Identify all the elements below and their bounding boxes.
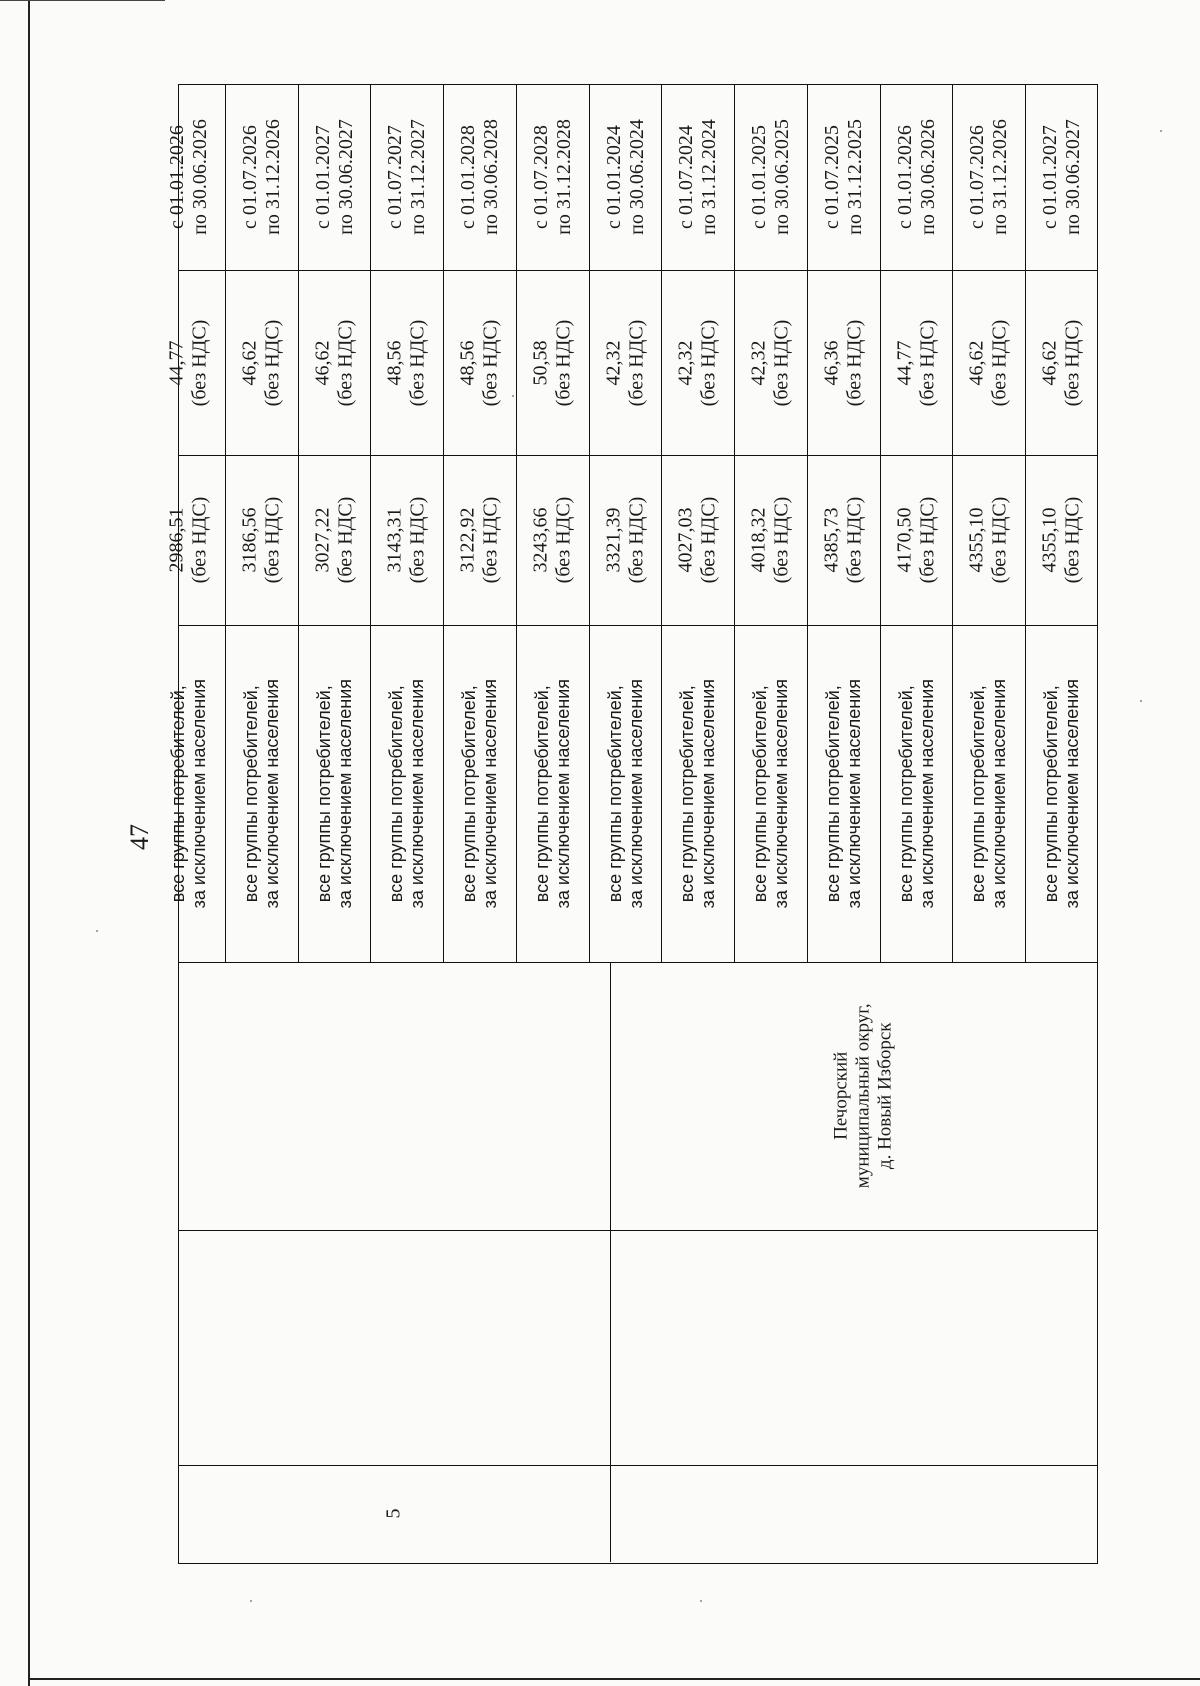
- consumer-exclusion: за исключением населения: [843, 678, 864, 909]
- rate-value: 46,62: [238, 340, 261, 385]
- tariff-vat-note: (без НДС): [406, 496, 429, 584]
- rate-cell: [298, 270, 371, 455]
- consumer-cell-text: [314, 679, 355, 908]
- consumer-cell-text: [968, 679, 1009, 908]
- period-start: с 01.01.2025: [747, 125, 770, 229]
- consumer-cell: [516, 625, 589, 962]
- consumer-cell-text: [532, 679, 573, 908]
- rate-cell: [1025, 270, 1098, 455]
- tariff-vat-note: (без НДС): [261, 496, 284, 584]
- tariff-value: 3143,31: [383, 507, 406, 573]
- rate-cell-text: [530, 319, 576, 406]
- period-start: с 01.07.2025: [820, 125, 843, 229]
- period-cell-text: [966, 119, 1012, 235]
- rate-value: 44,77: [893, 340, 916, 385]
- tariff-vat-note: (без НДС): [1061, 496, 1084, 584]
- tariff-cell: [298, 455, 371, 625]
- period-start: с 01.07.2026: [238, 125, 261, 229]
- consumer-cell: [298, 625, 371, 962]
- rate-value: 46,62: [965, 340, 988, 385]
- scan-top-line: [0, 0, 165, 1]
- tariff-vat-note: (без НДС): [625, 496, 648, 584]
- period-cell: [152, 84, 225, 270]
- period-start: с 01.01.2027: [311, 125, 334, 229]
- consumer-group: все группы потребителей,: [385, 685, 406, 902]
- tariff-value: 4385,73: [820, 507, 843, 573]
- tariff-cell-text: [312, 497, 358, 584]
- tariff-cell: [225, 455, 298, 625]
- scan-speck: [250, 1600, 252, 1602]
- tariff-cell: [952, 455, 1025, 625]
- period-end: по 30.06.2028: [479, 119, 502, 235]
- consumer-cell-text: [605, 679, 646, 908]
- period-cell-text: [603, 119, 649, 235]
- consumer-cell-text: [168, 679, 209, 908]
- rate-cell: [734, 270, 807, 455]
- rate-cell: [516, 270, 589, 455]
- period-cell-text: [530, 119, 576, 235]
- tariff-cell-text: [675, 497, 721, 584]
- rate-cell-text: [821, 319, 867, 406]
- rate-cell-text: [748, 319, 794, 406]
- rate-value: 46,62: [311, 340, 334, 385]
- scan-border-bottom: [28, 1678, 1200, 1680]
- rate-value: 48,56: [456, 340, 479, 385]
- tariff-cell-text: [457, 497, 503, 584]
- consumer-exclusion: за исключением населения: [625, 678, 646, 909]
- tariff-cell-text: [530, 497, 576, 584]
- column-separator: [178, 1230, 1098, 1231]
- consumer-exclusion: за исключением населения: [552, 678, 573, 909]
- tariff-vat-note: (без НДС): [334, 496, 357, 584]
- rate-cell-text: [457, 319, 503, 406]
- consumer-exclusion: за исключением населения: [334, 678, 355, 909]
- region-line-2: муниципальный округ,: [852, 1003, 874, 1189]
- tariff-cell: [880, 455, 953, 625]
- period-cell-text: [457, 119, 503, 235]
- tariff-value: 4170,50: [893, 507, 916, 573]
- scan-speck: [1160, 130, 1162, 132]
- consumer-cell: [952, 625, 1025, 962]
- rate-value: 48,56: [383, 340, 406, 385]
- row-index: 5: [382, 1508, 405, 1519]
- period-start: с 01.07.2026: [965, 125, 988, 229]
- rate-cell: [370, 270, 443, 455]
- rate-cell: [807, 270, 880, 455]
- period-cell: [734, 84, 807, 270]
- period-cell: [1025, 84, 1098, 270]
- tariff-vat-note: (без НДС): [843, 496, 866, 584]
- rate-vat-note: (без НДС): [988, 319, 1011, 406]
- tariff-cell-text: [894, 497, 940, 584]
- consumer-exclusion: за исключением населения: [770, 678, 791, 909]
- scan-border-left: [28, 0, 30, 1686]
- period-cell: [225, 84, 298, 270]
- period-cell: [952, 84, 1025, 270]
- rate-cell-text: [166, 319, 212, 406]
- tariff-value: 3243,66: [529, 507, 552, 573]
- period-cell-text: [675, 119, 721, 235]
- rate-vat-note: (без НДС): [552, 319, 575, 406]
- period-end: по 31.12.2027: [406, 119, 429, 235]
- period-end: по 30.06.2026: [188, 119, 211, 235]
- rate-cell-text: [312, 319, 358, 406]
- period-cell: [516, 84, 589, 270]
- period-end: по 30.06.2025: [770, 119, 793, 235]
- tariff-cell: [589, 455, 662, 625]
- scan-speck: [700, 1600, 702, 1602]
- rate-cell-text: [384, 319, 430, 406]
- consumer-group: все группы потребителей,: [895, 685, 916, 902]
- rate-cell-text: [1039, 319, 1085, 406]
- tariff-value: 3186,56: [238, 507, 261, 573]
- period-cell-text: [821, 119, 867, 235]
- period-cell-text: [1039, 119, 1085, 235]
- period-cell: [589, 84, 662, 270]
- tariff-cell-text: [384, 497, 430, 584]
- tariff-cell: [1025, 455, 1098, 625]
- rate-value: 46,62: [1038, 340, 1061, 385]
- period-cell-text: [384, 119, 430, 235]
- consumer-group: все группы потребителей,: [458, 685, 479, 902]
- rate-cell-text: [239, 319, 285, 406]
- period-end: по 30.06.2027: [1061, 119, 1084, 235]
- consumer-cell: [152, 625, 225, 962]
- rate-value: 42,32: [602, 340, 625, 385]
- tariff-cell-text: [166, 497, 212, 584]
- rate-vat-note: (без НДС): [697, 319, 720, 406]
- rate-cell-text: [675, 319, 721, 406]
- period-cell: [370, 84, 443, 270]
- rate-vat-note: (без НДС): [188, 319, 211, 406]
- scan-speck: [512, 395, 514, 397]
- consumer-cell: [225, 625, 298, 962]
- tariff-vat-note: (без НДС): [697, 496, 720, 584]
- consumer-cell: [1025, 625, 1098, 962]
- region-line-3: д. Новый Изборск: [873, 1022, 895, 1170]
- period-start: с 01.01.2024: [602, 125, 625, 229]
- consumer-group: все группы потребителей,: [531, 685, 552, 902]
- consumer-cell-text: [750, 679, 791, 908]
- row-index-cell: [178, 1465, 610, 1562]
- period-end: по 31.12.2026: [261, 119, 284, 235]
- tariff-vat-note: (без НДС): [479, 496, 502, 584]
- period-start: с 01.07.2028: [529, 125, 552, 229]
- consumer-exclusion: за исключением населения: [1061, 678, 1082, 909]
- rate-cell-text: [894, 319, 940, 406]
- tariff-cell: [661, 455, 734, 625]
- rate-vat-note: (без НДС): [843, 319, 866, 406]
- tariff-value: 4027,03: [674, 507, 697, 573]
- tariff-vat-note: (без НДС): [552, 496, 575, 584]
- period-cell-text: [312, 119, 358, 235]
- rate-value: 50,58: [529, 340, 552, 385]
- period-cell: [443, 84, 516, 270]
- rate-value: 46,36: [820, 340, 843, 385]
- period-start: с 01.01.2028: [456, 125, 479, 229]
- rate-cell-text: [966, 319, 1012, 406]
- consumer-group: все группы потребителей,: [1040, 685, 1061, 902]
- tariff-value: 3321,39: [602, 507, 625, 573]
- period-cell-text: [748, 119, 794, 235]
- rate-vat-note: (без НДС): [479, 319, 502, 406]
- tariff-cell: [516, 455, 589, 625]
- region-line-1: Печорский: [830, 1051, 852, 1141]
- consumer-group: все группы потребителей,: [749, 685, 770, 902]
- tariff-value: 4355,10: [1038, 507, 1061, 573]
- period-end: по 31.12.2025: [843, 119, 866, 235]
- rate-cell: [152, 270, 225, 455]
- consumer-cell-text: [241, 679, 282, 908]
- tariff-value: 4018,32: [747, 507, 770, 573]
- consumer-exclusion: за исключением населения: [697, 678, 718, 909]
- period-cell-text: [239, 119, 285, 235]
- period-start: с 01.07.2027: [383, 125, 406, 229]
- consumer-exclusion: за исключением населения: [406, 678, 427, 909]
- consumer-group: все группы потребителей,: [167, 685, 188, 902]
- consumer-exclusion: за исключением населения: [261, 678, 282, 909]
- consumer-exclusion: за исключением населения: [916, 678, 937, 909]
- rate-value: 44,77: [165, 340, 188, 385]
- tariff-vat-note: (без НДС): [988, 496, 1011, 584]
- tariff-cell-text: [821, 497, 867, 584]
- tariff-vat-note: (без НДС): [916, 496, 939, 584]
- region-name: [830, 1004, 896, 1189]
- consumer-group: все группы потребителей,: [822, 685, 843, 902]
- period-start: с 01.01.2026: [893, 125, 916, 229]
- rate-vat-note: (без НДС): [916, 319, 939, 406]
- consumer-exclusion: за исключением населения: [479, 678, 500, 909]
- tariff-cell: [807, 455, 880, 625]
- period-cell-text: [894, 119, 940, 235]
- rate-vat-note: (без НДС): [1061, 319, 1084, 406]
- tariff-vat-note: (без НДС): [188, 496, 211, 584]
- tariff-cell-text: [966, 497, 1012, 584]
- period-start: с 01.01.2026: [165, 125, 188, 229]
- rate-vat-note: (без НДС): [261, 319, 284, 406]
- period-start: с 01.07.2024: [674, 125, 697, 229]
- tariff-cell: [443, 455, 516, 625]
- rate-cell: [589, 270, 662, 455]
- tariff-cell-text: [748, 497, 794, 584]
- tariff-cell-text: [603, 497, 649, 584]
- consumer-cell: [734, 625, 807, 962]
- consumer-cell: [443, 625, 516, 962]
- consumer-cell: [589, 625, 662, 962]
- consumer-cell: [370, 625, 443, 962]
- consumer-cell: [807, 625, 880, 962]
- consumer-cell-text: [459, 679, 500, 908]
- consumer-exclusion: за исключением населения: [988, 678, 1009, 909]
- rate-cell: [661, 270, 734, 455]
- period-end: по 30.06.2024: [625, 119, 648, 235]
- rate-value: 42,32: [674, 340, 697, 385]
- tariff-cell-text: [1039, 497, 1085, 584]
- tariff-cell: [734, 455, 807, 625]
- consumer-group: все группы потребителей,: [240, 685, 261, 902]
- rate-vat-note: (без НДС): [406, 319, 429, 406]
- period-end: по 31.12.2026: [988, 119, 1011, 235]
- period-end: по 30.06.2026: [916, 119, 939, 235]
- period-cell-text: [166, 119, 212, 235]
- rate-value: 42,32: [747, 340, 770, 385]
- scan-speck: [96, 930, 98, 932]
- rate-vat-note: (без НДС): [625, 319, 648, 406]
- rate-cell: [952, 270, 1025, 455]
- consumer-cell-text: [677, 679, 718, 908]
- consumer-exclusion: за исключением населения: [188, 678, 209, 909]
- tariff-value: 3122,92: [456, 507, 479, 573]
- consumer-cell-text: [823, 679, 864, 908]
- tariff-cell: [152, 455, 225, 625]
- consumer-group: все группы потребителей,: [313, 685, 334, 902]
- rate-cell: [443, 270, 516, 455]
- consumer-cell-text: [1041, 679, 1082, 908]
- period-end: по 30.06.2027: [334, 119, 357, 235]
- consumer-group: все группы потребителей,: [676, 685, 697, 902]
- period-end: по 31.12.2028: [552, 119, 575, 235]
- tariff-cell-text: [239, 497, 285, 584]
- rate-cell: [880, 270, 953, 455]
- tariff-cell: [370, 455, 443, 625]
- consumer-cell-text: [386, 679, 427, 908]
- scan-speck: [1140, 700, 1142, 702]
- rate-cell-text: [603, 319, 649, 406]
- rate-cell: [225, 270, 298, 455]
- page-number: 47: [125, 824, 154, 850]
- period-end: по 31.12.2024: [697, 119, 720, 235]
- period-cell: [661, 84, 734, 270]
- consumer-cell: [661, 625, 734, 962]
- tariff-value: 4355,10: [965, 507, 988, 573]
- consumer-group: все группы потребителей,: [967, 685, 988, 902]
- tariff-vat-note: (без НДС): [770, 496, 793, 584]
- consumer-group: все группы потребителей,: [604, 685, 625, 902]
- consumer-cell: [880, 625, 953, 962]
- period-start: с 01.01.2027: [1038, 125, 1061, 229]
- rate-vat-note: (без НДС): [770, 319, 793, 406]
- consumer-cell-text: [896, 679, 937, 908]
- tariff-value: 2986,51: [165, 507, 188, 573]
- region-cell: [610, 962, 1116, 1230]
- tariff-value: 3027,22: [311, 507, 334, 573]
- period-cell: [298, 84, 371, 270]
- rate-vat-note: (без НДС): [334, 319, 357, 406]
- period-cell: [807, 84, 880, 270]
- period-cell: [880, 84, 953, 270]
